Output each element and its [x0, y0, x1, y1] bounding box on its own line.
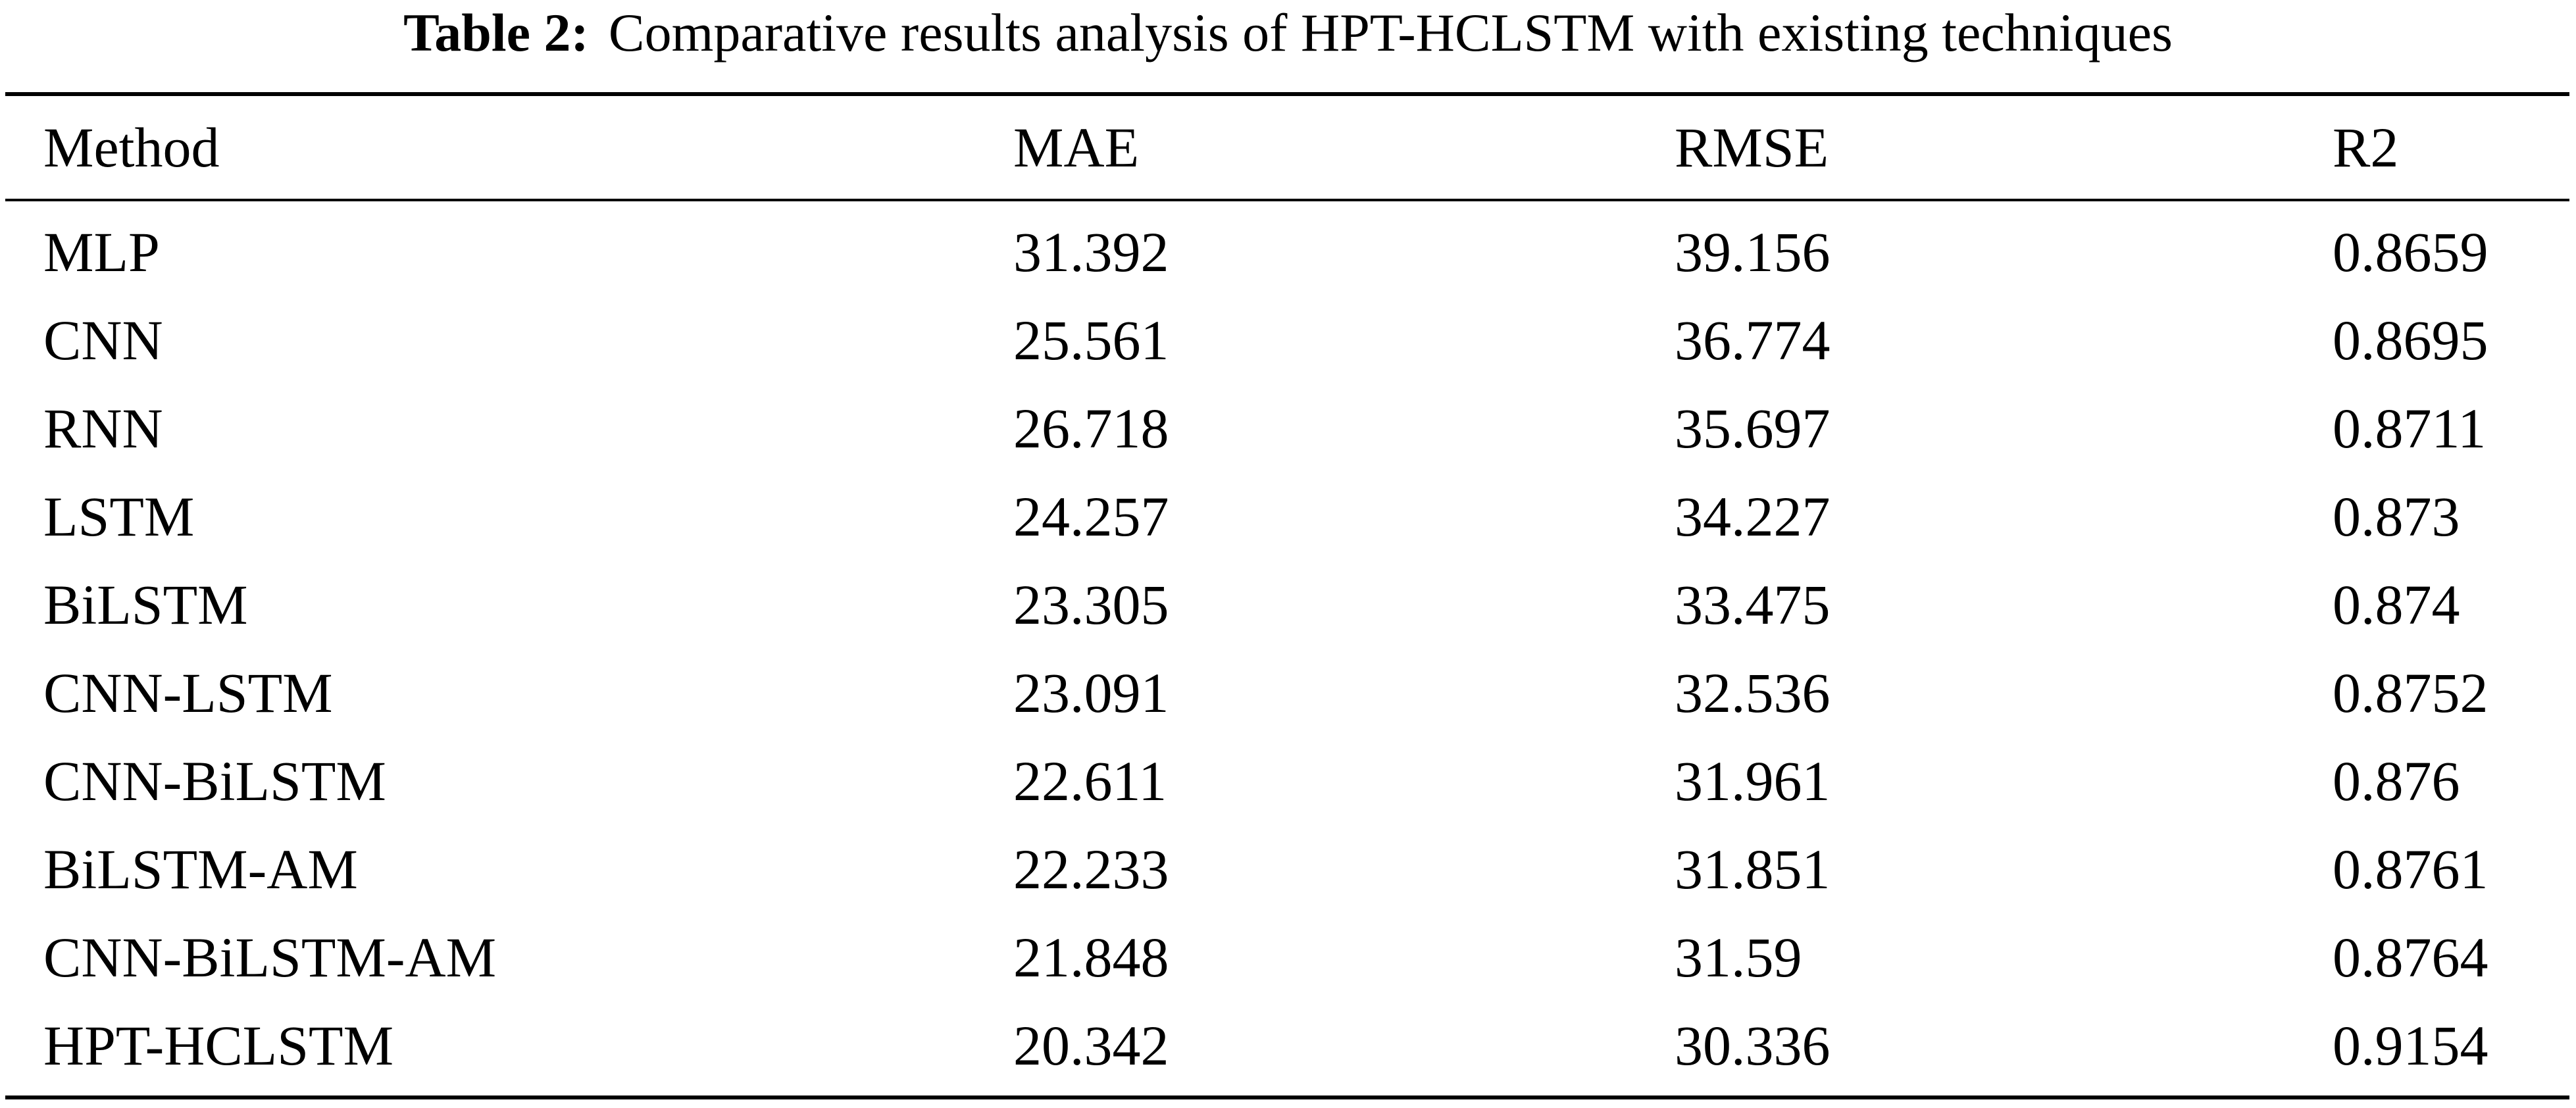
results-table	[0, 96, 2576, 1080]
table-row	[0, 384, 2576, 472]
cell-method: BiLSTM-AM	[43, 838, 358, 901]
cell-mae: 22.233	[1013, 838, 1169, 901]
cell-r2: 0.8659	[2333, 220, 2488, 284]
table-body	[0, 208, 2576, 1090]
cell-r2: 0.8711	[2333, 397, 2487, 460]
cell-method: CNN	[43, 309, 163, 372]
cell-method: CNN-BiLSTM-AM	[43, 926, 497, 989]
cell-method: BiLSTM	[43, 573, 248, 636]
cell-r2: 0.9154	[2333, 1014, 2488, 1077]
cell-mae: 31.392	[1013, 220, 1169, 284]
table-row	[0, 472, 2576, 561]
cell-rmse: 33.475	[1675, 573, 1831, 636]
table-row	[0, 561, 2576, 649]
table-row	[0, 825, 2576, 913]
cell-method: HPT-HCLSTM	[43, 1014, 394, 1077]
cell-mae: 20.342	[1013, 1014, 1169, 1077]
cell-mae: 25.561	[1013, 309, 1169, 372]
cell-mae: 23.091	[1013, 661, 1169, 724]
cell-method: LSTM	[43, 485, 195, 548]
cell-r2: 0.873	[2333, 485, 2460, 548]
cell-rmse: 31.961	[1675, 749, 1831, 813]
table-caption-label: Table 2:	[403, 3, 589, 63]
cell-r2: 0.8761	[2333, 838, 2488, 901]
table-row	[0, 208, 2576, 296]
cell-rmse: 39.156	[1675, 220, 1831, 284]
cell-rmse: 35.697	[1675, 397, 1831, 460]
cell-r2: 0.8764	[2333, 926, 2488, 989]
cell-method: MLP	[43, 220, 160, 284]
cell-rmse: 34.227	[1675, 485, 1831, 548]
cell-method: CNN-BiLSTM	[43, 749, 386, 813]
cell-mae: 26.718	[1013, 397, 1169, 460]
table-bottom-rule	[5, 1095, 2569, 1099]
table-caption-text: Comparative results analysis of HPT-HCLSTM with existing techniques	[608, 3, 2173, 63]
cell-mae: 22.611	[1013, 749, 1167, 813]
table-row	[0, 649, 2576, 737]
cell-method: RNN	[43, 397, 163, 460]
cell-rmse: 31.851	[1675, 838, 1831, 901]
cell-mae: 21.848	[1013, 926, 1169, 989]
header-r2: R2	[2333, 116, 2399, 179]
cell-r2: 0.8752	[2333, 661, 2488, 724]
cell-rmse: 32.536	[1675, 661, 1831, 724]
table-row	[0, 913, 2576, 1001]
cell-rmse: 36.774	[1675, 309, 1831, 372]
table-row	[0, 1001, 2576, 1090]
cell-rmse: 30.336	[1675, 1014, 1831, 1077]
cell-rmse: 31.59	[1675, 926, 1802, 989]
table-row	[0, 737, 2576, 825]
header-rmse: RMSE	[1675, 116, 1829, 179]
table-header-row	[0, 96, 2576, 199]
cell-method: CNN-LSTM	[43, 661, 333, 724]
header-mae: MAE	[1013, 116, 1140, 179]
cell-mae: 23.305	[1013, 573, 1169, 636]
table-caption	[0, 0, 2576, 79]
cell-r2: 0.876	[2333, 749, 2460, 813]
cell-r2: 0.874	[2333, 573, 2460, 636]
cell-mae: 24.257	[1013, 485, 1169, 548]
table-row	[0, 296, 2576, 384]
header-method: Method	[43, 116, 220, 179]
cell-r2: 0.8695	[2333, 309, 2488, 372]
